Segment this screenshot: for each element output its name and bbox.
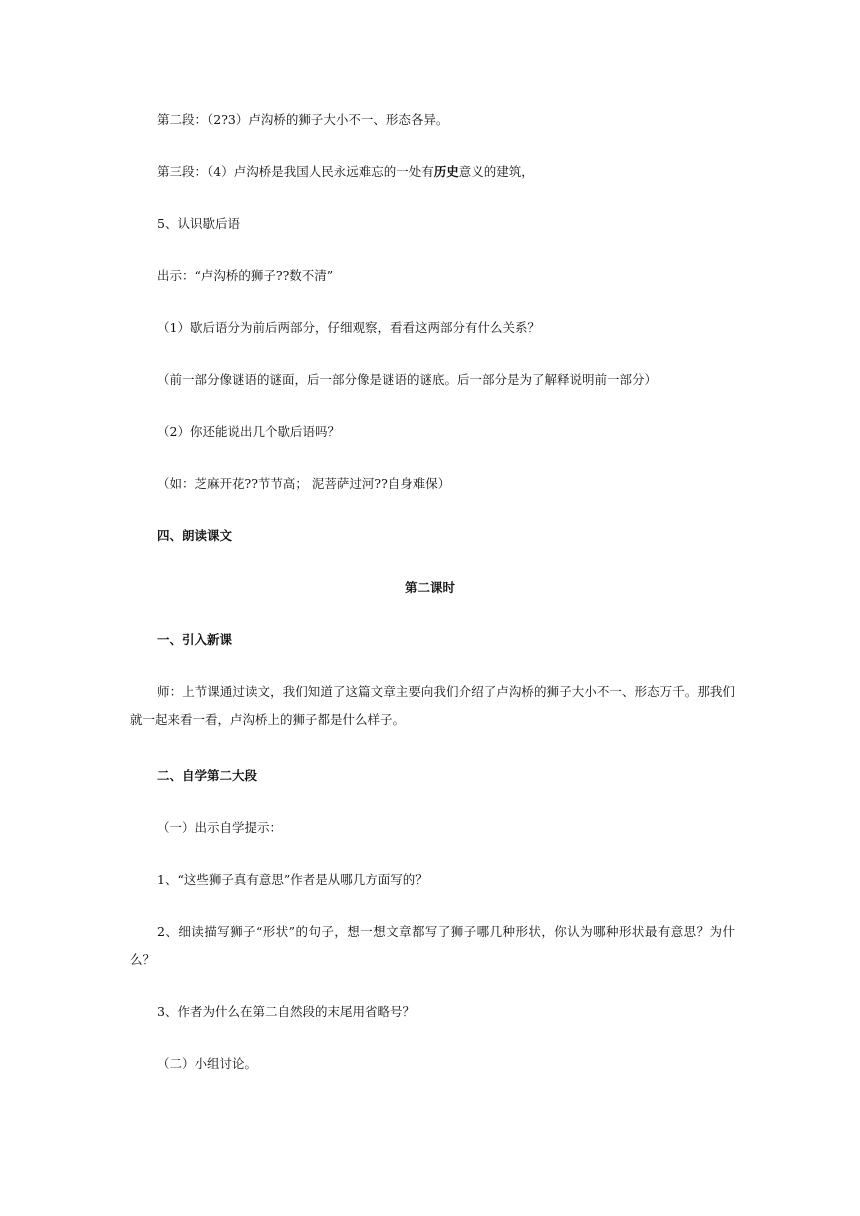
paragraph-teacher-intro: 师：上节课通过读文，我们知道了这篇文章主要向我们介绍了卢沟桥的狮子大小不一、形态万千。那我们就一起来看一看，卢沟桥上的狮子都是什么样子。	[130, 684, 735, 727]
paragraph-hint-one: 1、“这些狮子真有意思”作者是从哪几方面写的？	[157, 872, 428, 887]
paragraph-group-discussion: （二）小组讨论。	[157, 1056, 258, 1071]
paragraph-show-idiom: 出示：“卢沟桥的狮子??数不清”	[157, 268, 334, 283]
paragraph-section-three	[157, 164, 737, 180]
paragraph-question-two: （2）你还能说出几个歇后语吗？	[157, 424, 340, 439]
paragraph-question-one: （1）歇后语分为前后两部分，仔细观察，看看这两部分有什么关系？	[157, 320, 540, 335]
paragraph-self-study-hints: （一）出示自学提示：	[157, 820, 283, 835]
heading-second-lesson: 第二课时	[404, 580, 455, 595]
paragraph-section-three-text-b: 意义的建筑，	[458, 164, 534, 179]
heading-self-study: 二、自学第二大段	[157, 768, 258, 783]
paragraph-examples: （如：芝麻开花??节节高； 泥菩萨过河??自身难保）	[157, 476, 451, 491]
item-idiom-heading: 5、认识歇后语	[157, 216, 240, 231]
heading-read-aloud: 四、朗读课文	[157, 528, 233, 543]
paragraph-hint-three: 3、作者为什么在第二自然段的末尾用省略号？	[157, 1004, 415, 1019]
paragraph-section-three-text-a: 第三段：（4）卢沟桥是我国人民永远难忘的一处有	[157, 164, 434, 179]
paragraph-section-three-bold: 历史	[433, 164, 459, 179]
paragraph-answer-one: （前一部分像谜语的谜面，后一部分像是谜语的谜底。后一部分是为了解释说明前一部分）	[157, 372, 658, 387]
paragraph-section-two: 第二段：（2?3）卢沟桥的狮子大小不一、形态各异。	[157, 112, 449, 127]
heading-introduce-lesson: 一、引入新课	[157, 632, 233, 647]
paragraph-hint-two: 2、细读描写狮子“形状”的句子，想一想文章都写了狮子哪几种形状，你认为哪种形状最有意思？为什么？	[130, 924, 735, 967]
